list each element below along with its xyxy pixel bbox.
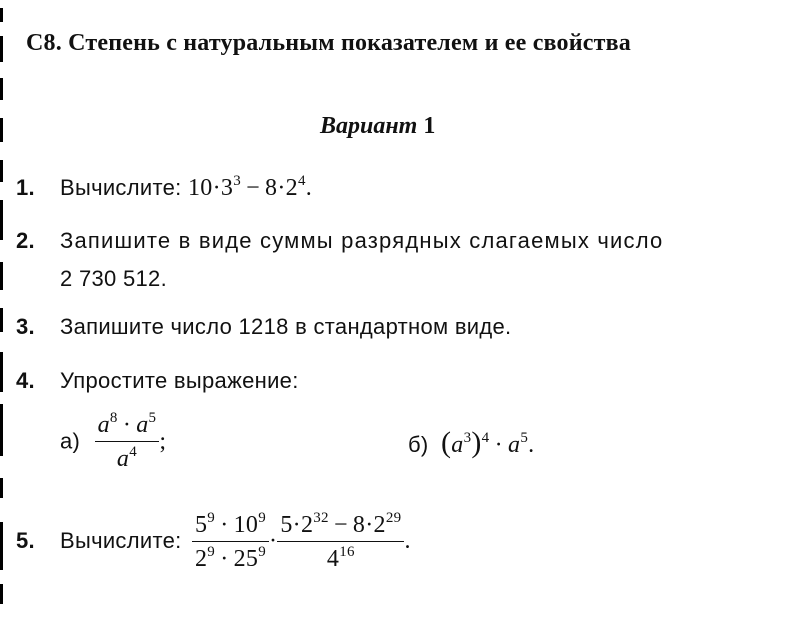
margin-mark <box>0 36 3 62</box>
margin-mark <box>0 78 3 100</box>
margin-mark <box>0 352 3 392</box>
task-number: 5. <box>16 528 35 554</box>
margin-mark <box>0 8 3 22</box>
task-text: Вычислите: <box>60 175 182 200</box>
task-3 <box>16 314 511 340</box>
task-number: 1. <box>16 175 35 200</box>
task-1-expression: $10\cdot 3^3 - 8\cdot 2^4$. <box>187 173 313 201</box>
task-4b <box>408 426 534 460</box>
task-4 <box>16 368 299 394</box>
task-4a-fraction: $\frac{a^8 \cdot a^5}{a^4}$ <box>95 412 160 473</box>
margin-mark <box>0 478 3 498</box>
variant-number: 1 <box>423 113 436 139</box>
task-number: 2. <box>16 228 35 253</box>
task-5-expression: $\frac{5^9 \cdot 10^9}{2^9 \cdot 25^9}$ · $\frac{5\cdot 2^{32} - 8\cdot 2^{29}}{4^{16}}$ . <box>192 528 411 554</box>
task-4a: а) $\frac{a^8 \cdot a^5}{a^4}$ ; <box>60 410 167 472</box>
margin-mark <box>0 522 3 570</box>
task-text: Запишите в виде суммы разрядных слагаемых число <box>60 228 664 253</box>
task-5 <box>16 512 411 573</box>
variant-heading <box>320 113 435 140</box>
margin-mark <box>0 308 3 332</box>
document-title: С8. Степень с натуральным показателем и ее свойства <box>26 30 631 56</box>
task-number: 3. <box>16 314 35 339</box>
task-2-line-2: 2 730 512. <box>60 266 167 291</box>
task-text: Упростите выражение: <box>60 368 299 393</box>
subtask-label-a: а) <box>60 428 81 454</box>
margin-mark <box>0 160 3 182</box>
task-5-fraction-1: $\frac{5^9 \cdot 10^9}{2^9 \cdot 25^9}$ <box>192 512 269 573</box>
margin-mark <box>0 262 3 290</box>
margin-mark <box>0 118 3 142</box>
margin-mark <box>0 404 3 456</box>
task-4b-expression: $(a^3)^4 \cdot a^5$. <box>440 426 535 459</box>
task-2 <box>16 228 663 254</box>
task-5-fraction-2: $\frac{5\cdot 2^{32} - 8\cdot 2^{29}}{4^{16}}$ <box>277 512 404 573</box>
margin-mark <box>0 200 3 240</box>
subtask-label-b: б) <box>408 432 429 457</box>
task-text: Вычислите: <box>60 528 182 554</box>
task-text: Запишите число 1218 в стандартном виде. <box>60 314 512 339</box>
task-1 <box>16 175 312 202</box>
margin-mark <box>0 584 3 604</box>
variant-word: Вариант <box>320 113 418 139</box>
task-number: 4. <box>16 368 35 393</box>
